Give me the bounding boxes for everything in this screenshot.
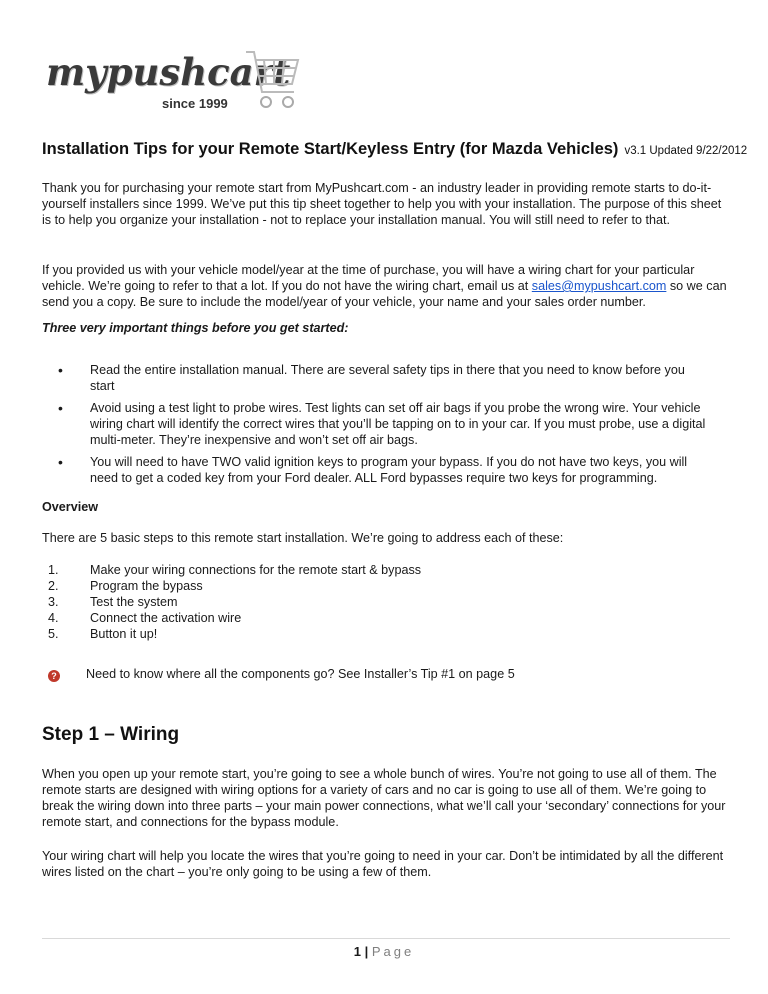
step-number: 1. [48, 563, 59, 577]
step-text: Program the bypass [90, 579, 203, 593]
title-version: v3.1 Updated 9/22/2012 [624, 145, 748, 157]
step-number: 5. [48, 627, 59, 641]
step-text: Make your wiring connections for the remote start & bypass [90, 563, 422, 577]
installer-tip [48, 666, 515, 682]
step-text: Connect the activation wire [90, 611, 242, 625]
logo-brand-text: mypushcart [46, 50, 291, 94]
mypushcart-logo [42, 44, 302, 118]
intro-p2-text-after: so we can send you a copy. Be sure to include the model/year of your vehicle, your name and your sales order number. [42, 279, 727, 309]
footer-divider [42, 938, 730, 939]
overview-intro: There are 5 basic steps to this remote start installation. We’re going to address each of these: [42, 531, 564, 545]
step-number: 2. [48, 579, 59, 593]
step1-paragraph-2: Your wiring chart will help you locate the wires that you’re going to need in your car. Don’t be intimidated by all the different wires listed on the chart – you’re only going to be using a few of them. [42, 849, 724, 879]
sales-email-link[interactable]: sales@mypushcart.com [531, 279, 667, 293]
important-heading: Three very important things before you get started: [42, 321, 349, 335]
title-main: Installation Tips for your Remote Start/Keyless Entry (for Mazda Vehicles) [42, 140, 619, 158]
list-item [42, 626, 421, 642]
tip-text: Need to know where all the components go? See Installer’s Tip #1 on page 5 [86, 667, 515, 681]
list-item: • Read the entire installation manual. There are several safety tips in there that you need to know before you start [42, 362, 712, 394]
step-text: Test the system [90, 595, 178, 609]
intro-paragraph-2 [42, 262, 730, 310]
list-item: • Avoid using a test light to probe wires. Test lights can set off air bags if you probe the wrong wire. Your vehicle wiring chart will identify the correct wires that you’ll be tapping on to in your car. If you must probe, use a digital multi-meter. They’re inexpensive and won’t set off air bags. [42, 400, 712, 448]
page-footer [0, 944, 768, 959]
intro-paragraph-1: Thank you for purchasing your remote start from MyPushcart.com - an industry leader in providing remote starts to do-it-yourself installers since 1999. We’ve put this tip sheet together to help you with your installation. The purpose of this sheet is to help you organize your installation - not to replace your installation manual. You will still need to refer to that. [42, 181, 722, 227]
step1-heading: Step 1 – Wiring [42, 724, 180, 745]
overview-heading: Overview [42, 500, 99, 514]
step-number: 4. [48, 611, 59, 625]
list-item [42, 578, 421, 594]
question-icon: ? [48, 670, 60, 682]
list-item [42, 594, 421, 610]
page-number: 1 [353, 944, 361, 959]
overview-steps [42, 562, 421, 642]
list-item [42, 610, 421, 626]
page-label: Page [371, 944, 415, 959]
logo-tagline: since 1999 [162, 96, 228, 111]
footer-separator: | [360, 944, 372, 959]
list-item [42, 562, 421, 578]
page-title [42, 140, 747, 159]
step1-paragraph-1: When you open up your remote start, you’re going to see a whole bunch of wires. You’re not going to use all of them. The remote starts are designed with wiring options for a variety of cars and no car is going to use all of them. We’re going to break the wiring down into three parts – your main power connections, what we’ll call your ‘secondary’ connections for your remote start, and connections for the bypass module. [42, 767, 726, 829]
intro-p2-text-before: If you provided us with your vehicle model/year at the time of purchase, you will have a wiring chart for your particular vehicle. We’re going to refer to that a lot. If you do not have the wiring chart, email us at [42, 263, 695, 293]
step-number: 3. [48, 595, 59, 609]
step-text: Button it up! [90, 627, 158, 641]
list-item: • You will need to have TWO valid ignition keys to program your bypass. If you do not have two keys, you will need to get a coded key from your Ford dealer. ALL Ford bypasses require two keys for programming. [42, 454, 712, 486]
shopping-cart-icon [242, 44, 302, 114]
important-list [42, 362, 712, 492]
